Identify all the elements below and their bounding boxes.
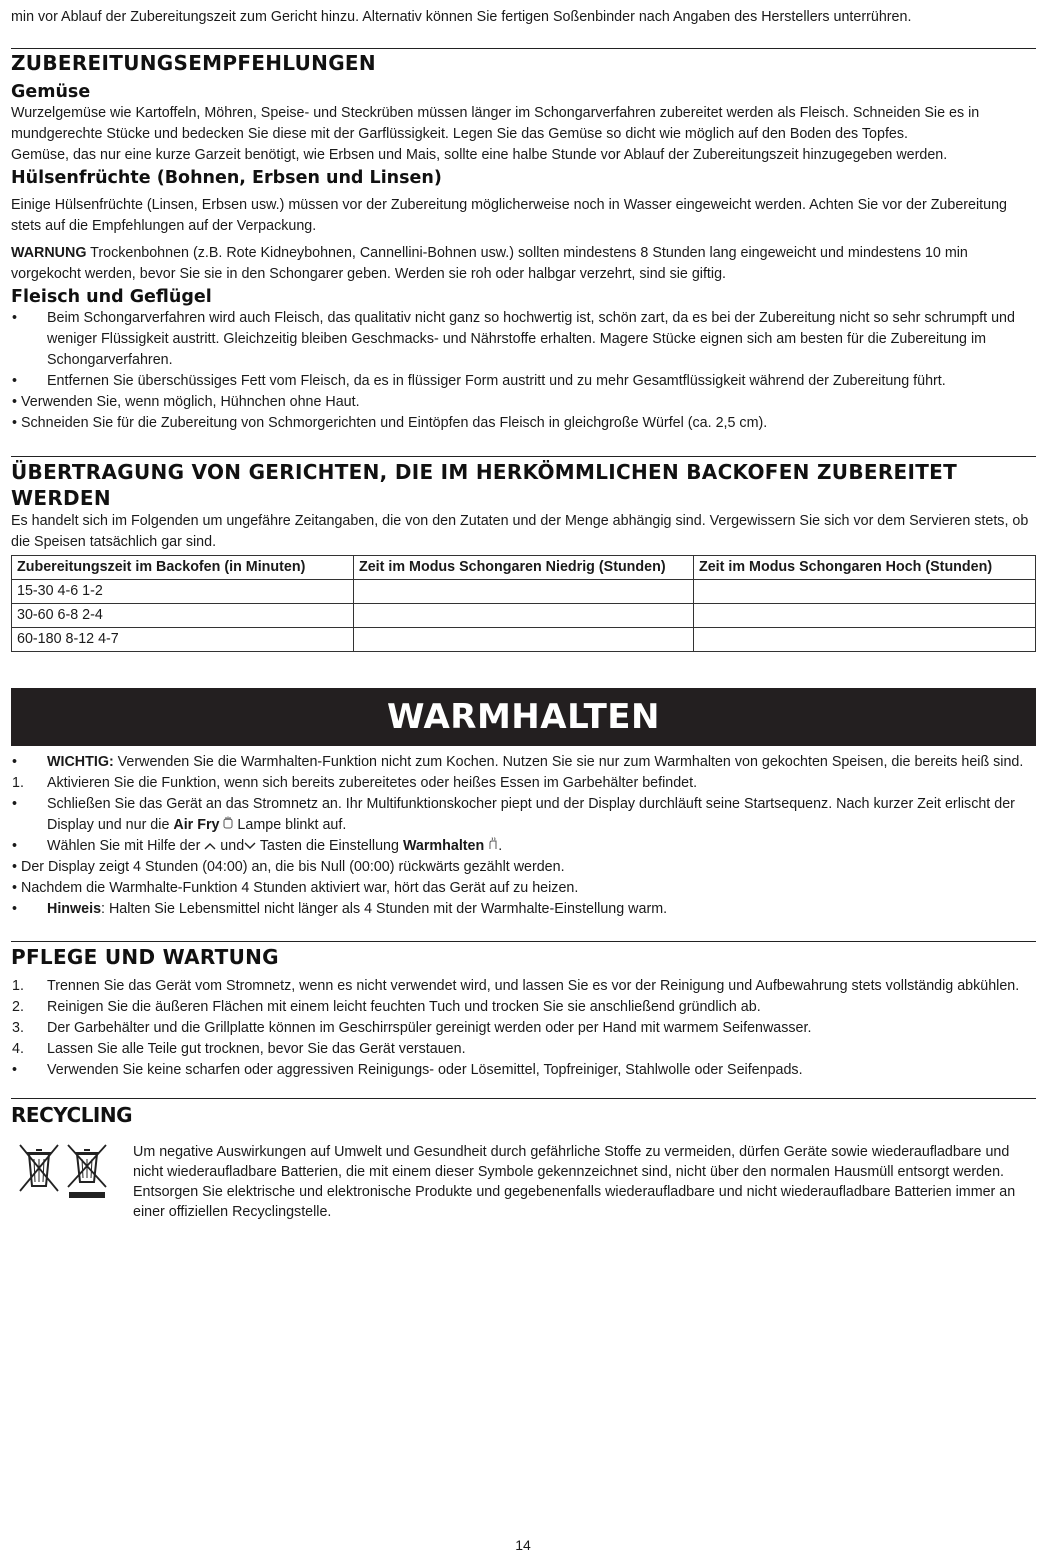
gemuese-paragraph-1: Wurzelgemüse wie Kartoffeln, Möhren, Speise- und Steckrüben müssen länger im Schongarverfahren zubereitet werden als Fleisch. Schneiden Sie es in mundgerechte Stücke und bedecken Sie diese mit der Garflüssigkeit. Legen Sie das Gemüse so dicht wie möglich auf den Boden des Topfes. — [11, 105, 980, 142]
subheading-fleisch: Fleisch und Geflügel — [11, 287, 212, 307]
recycling-icons — [11, 1142, 133, 1222]
table-cell — [694, 580, 1036, 604]
warnung-paragraph — [11, 243, 1036, 285]
subheading-gemuese: Gemüse — [11, 82, 91, 102]
bullet-marker: • — [12, 754, 18, 770]
list-item: • Verwenden Sie, wenn möglich, Hühnchen ohne Haut. — [11, 392, 1036, 413]
table-row — [12, 628, 1036, 652]
conversion-table — [11, 555, 1036, 652]
intro-line: min vor Ablauf der Zubereitungszeit zum Gericht hinzu. Alternativ können Sie fertigen Soßenbinder nach Angaben des Herstellers unterrühren. — [11, 9, 912, 25]
section-heading-uebertragung: ÜBERTRAGUNG VON GERICHTEN, DIE IM HERKÖMMLICHEN BACKOFEN ZUBEREITET WERDEN — [11, 460, 958, 510]
list-item: 3. Der Garbehälter und die Grillplatte können im Geschirrspüler gereinigt werden oder per Hand mit warmem Seifenwasser. — [11, 1018, 1036, 1039]
column-header: Zeit im Modus Schongaren Hoch (Stunden) — [694, 556, 1036, 580]
keep-warm-icon — [488, 838, 498, 854]
bullet-marker: • — [12, 1062, 18, 1078]
fleisch-list — [11, 308, 1036, 434]
column-header: Zeit im Modus Schongaren Niedrig (Stunden) — [354, 556, 694, 580]
table-cell — [354, 628, 694, 652]
crossed-bin-bar-icon — [65, 1142, 109, 1222]
step-marker: 2. — [12, 999, 24, 1015]
section-heading-pflege: PFLEGE UND WARTUNG — [11, 945, 279, 969]
step-marker: 1. — [12, 978, 24, 994]
recycling-block — [11, 1142, 1036, 1222]
table-cell: 60-180 8-12 4-7 — [12, 628, 354, 652]
warmhalten-list — [11, 752, 1036, 920]
list-item: 2. Reinigen Sie die äußeren Flächen mit einem leicht feuchten Tuch und trocken Sie sie anschließend gründlich ab. — [11, 997, 1036, 1018]
list-item: • Beim Schongarverfahren wird auch Fleisch, das qualitativ nicht ganz so hochwertig ist, schön zart, da es bei der Zubereitung nicht so sehr schrumpft und weniger Flüssigkeit austritt. Gleichzeitig bleiben Geschmacks- und Nährstoffe erhalten. Magere Stücke eignen sich am besten für die Zubereitung im Schongarverfahren. — [11, 308, 1036, 371]
table-cell — [354, 580, 694, 604]
bullet-marker: • — [12, 415, 18, 431]
bullet-marker: • — [12, 859, 18, 875]
list-item: 4. Lassen Sie alle Teile gut trocknen, bevor Sie das Gerät verstauen. — [11, 1039, 1036, 1060]
warmhalten-banner — [11, 688, 1036, 746]
list-item: • WICHTIG: Verwenden Sie die Warmhalten-Funktion nicht zum Kochen. Nutzen Sie sie nur zum Warmhalten von gekochten Speisen, die bereits heiß sind. — [11, 752, 1036, 773]
bullet-marker: • — [12, 901, 18, 917]
chevron-up-icon — [204, 838, 216, 854]
wichtig-label: WICHTIG: — [47, 754, 114, 770]
bullet-marker: • — [12, 880, 18, 896]
column-header: Zubereitungszeit im Backofen (in Minuten) — [12, 556, 354, 580]
section-divider — [11, 48, 1036, 49]
subheading-huelsenfruechte: Hülsenfrüchte (Bohnen, Erbsen und Linsen) — [11, 168, 442, 188]
table-header-row — [12, 556, 1036, 580]
table-cell — [694, 604, 1036, 628]
gemuese-paragraph-2: Gemüse, das nur eine kurze Garzeit benötigt, wie Erbsen und Mais, sollte eine halbe Stunde vor Ablauf der Zubereitungszeit hinzugegeben werden. — [11, 147, 948, 163]
air-fry-label: Air Fry — [173, 817, 220, 833]
banner-title: WARMHALTEN — [387, 696, 660, 737]
section-divider — [11, 456, 1036, 457]
crossed-bin-icon — [17, 1142, 61, 1222]
step-marker: 1. — [12, 775, 24, 791]
bullet-marker: • — [12, 394, 18, 410]
section-divider — [11, 1098, 1036, 1099]
table-cell — [354, 604, 694, 628]
warmhalten-label: Warmhalten — [402, 838, 485, 854]
bullet-marker: • — [12, 838, 18, 854]
list-item: • Schneiden Sie für die Zubereitung von Schmorgerichten und Eintöpfen das Fleisch in gleichgroße Würfel (ca. 2,5 cm). — [11, 413, 1036, 434]
warnung-label: WARNUNG — [11, 245, 87, 261]
huelsen-paragraph: Einige Hülsenfrüchte (Linsen, Erbsen usw.) müssen vor der Zubereitung möglicherweise noch in Wasser eingeweicht werden. Achten Sie vor der Zubereitung stets auf die Empfehlungen auf der Verpackung. — [11, 197, 1007, 234]
list-item: • Verwenden Sie keine scharfen oder aggressiven Reinigungs- oder Lösemittel, Topfreiniger, Stahlwolle oder Seifenpads. — [11, 1060, 1036, 1081]
list-item: • Wählen Sie mit Hilfe der und Tasten die Einstellung Warmhalten . — [11, 836, 1036, 857]
chevron-down-icon — [244, 838, 256, 854]
pflege-list — [11, 976, 1036, 1081]
section-heading-recycling: RECYCLING — [11, 1103, 133, 1127]
table-row — [12, 580, 1036, 604]
manual-page — [11, 0, 1036, 1222]
section-divider — [11, 941, 1036, 942]
air-fry-icon — [223, 818, 233, 832]
section-heading-zubereitung: ZUBEREITUNGSEMPFEHLUNGEN — [11, 51, 376, 75]
uebertragung-intro: Es handelt sich im Folgenden um ungefähre Zeitangaben, die von den Zutaten und der Menge abhängig sind. Vergewissern Sie sich vor dem Servieren stets, ob die Speisen tatsächlich gar sind. — [11, 513, 1029, 550]
list-item: • Entfernen Sie überschüssiges Fett vom Fleisch, da es in flüssiger Form austritt und zu mehr Gesamtflüssigkeit während der Zubereitung führt. — [11, 371, 1036, 392]
list-item: 1. Trennen Sie das Gerät vom Stromnetz, wenn es nicht verwendet wird, und lassen Sie es vor der Reinigung und Aufbewahrung stets vollständig abkühlen. — [11, 976, 1036, 997]
table-row — [12, 604, 1036, 628]
step-marker: 4. — [12, 1041, 24, 1057]
list-item: • Schließen Sie das Gerät an das Stromnetz an. Ihr Multifunktionskocher piept und der Display durchläuft seine Startsequenz. Nach kurzer Zeit erlischt der Display und nur die Air Fry Lampe blinkt auf. — [11, 794, 1036, 836]
table-cell — [694, 628, 1036, 652]
table-cell: 15-30 4-6 1-2 — [12, 580, 354, 604]
recycling-text: Um negative Auswirkungen auf Umwelt und Gesundheit durch gefährliche Stoffe zu vermeiden, dürfen Geräte sowie wiederaufladbare und nicht wiederaufladbare Batterien, die mit einem dieser Symbole gekennzeichnet sind, nicht über den normalen Hausmüll entsorgt werden. Entsorgen Sie elektrische und elektronische Produkte und gegebenenfalls wiederaufladbare und nicht wiederaufladbare Batterien immer an einer offiziellen Recyclingstelle. — [133, 1144, 1016, 1220]
warnung-text: Trockenbohnen (z.B. Rote Kidneybohnen, Cannellini-Bohnen usw.) sollten mindestens 8 Stunden lang eingeweicht und mindestens 10 min vorgekocht werden, bevor Sie sie in den Schongarer geben. Werden sie roh oder halbgar verzehrt, sind sie giftig. — [11, 245, 968, 282]
list-item: 1. Aktivieren Sie die Funktion, wenn sich bereits zubereitetes oder heißes Essen im Garbehälter befindet. — [11, 773, 1036, 794]
bullet-marker: • — [12, 796, 18, 812]
hinweis-label: Hinweis — [47, 901, 102, 917]
page-number: 14 — [515, 1537, 531, 1553]
list-item: • Der Display zeigt 4 Stunden (04:00) an, die bis Null (00:00) rückwärts gezählt werden. — [11, 857, 1036, 878]
table-cell: 30-60 6-8 2-4 — [12, 604, 354, 628]
list-item: • Hinweis: Halten Sie Lebensmittel nicht länger als 4 Stunden mit der Warmhalte-Einstellung warm. — [11, 899, 1036, 920]
list-item: • Nachdem die Warmhalte-Funktion 4 Stunden aktiviert war, hört das Gerät auf zu heizen. — [11, 878, 1036, 899]
bullet-marker: • — [12, 310, 18, 326]
bullet-marker: • — [12, 373, 18, 389]
step-marker: 3. — [12, 1020, 24, 1036]
